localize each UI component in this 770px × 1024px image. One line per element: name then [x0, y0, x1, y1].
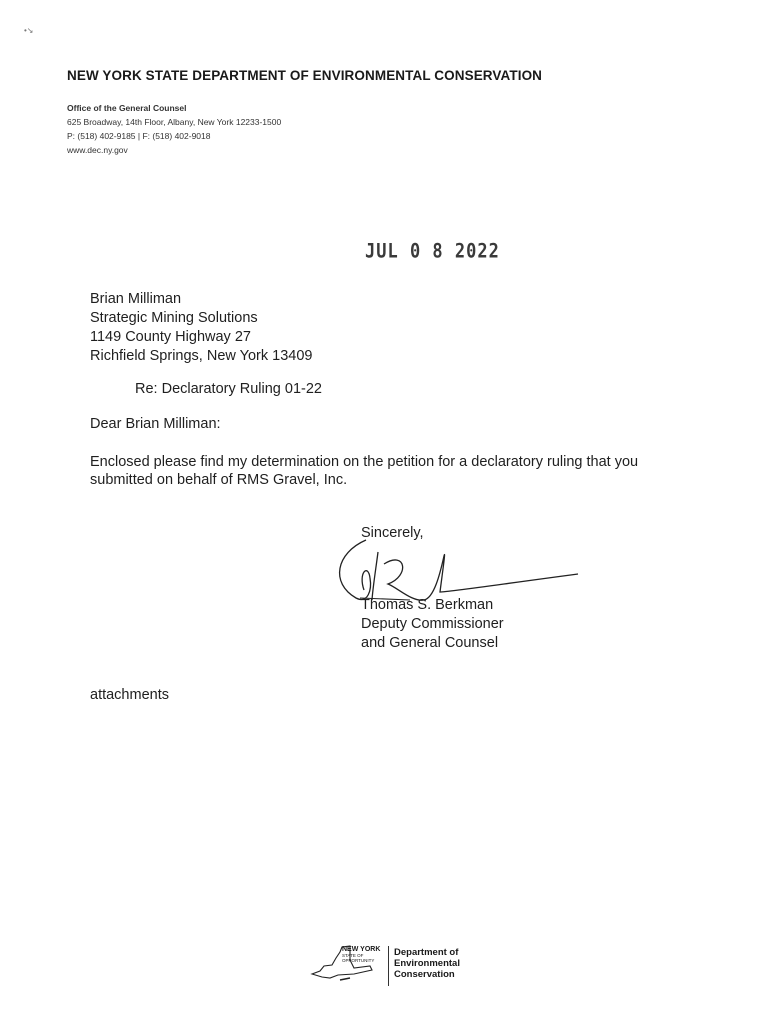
footer-dept-line-3: Conservation: [394, 969, 455, 980]
enclosure-note: attachments: [90, 687, 169, 703]
footer-dept-line-1: Department of: [394, 947, 459, 958]
ny-state-wordmark: [342, 946, 380, 963]
recipient-street: 1149 County Highway 27: [90, 329, 251, 345]
ny-state-subtitle-1: STATE OF: [342, 953, 364, 958]
salutation: Dear Brian Milliman:: [90, 416, 221, 432]
letter-body: Enclosed please find my determination on the petition for a declaratory ruling that you submitted on behalf of RMS Gravel, Inc.: [90, 454, 639, 488]
recipient-company: Strategic Mining Solutions: [90, 310, 258, 326]
office-name: Office of the General Counsel: [67, 103, 187, 113]
subject-line: Re: Declaratory Ruling 01-22: [135, 381, 322, 397]
footer-divider: [388, 946, 389, 986]
footer-dept-line-2: Environmental: [394, 958, 460, 969]
organization-heading: NEW YORK STATE DEPARTMENT OF ENVIRONMENTAL CONSERVATION: [67, 68, 543, 83]
date-stamp: JUL 0 8 2022: [365, 240, 500, 263]
ny-state-word: NEW YORK: [342, 946, 381, 953]
signer-name: Thomas S. Berkman: [361, 597, 494, 613]
recipient-city: Richfield Springs, New York 13409: [90, 348, 313, 364]
scan-mark: •↘: [24, 26, 34, 35]
footer-department-name: [394, 947, 460, 980]
closing: Sincerely,: [361, 525, 424, 541]
recipient-address: [90, 290, 312, 366]
ny-state-subtitle-2: OPPORTUNITY: [342, 958, 375, 963]
office-address: 625 Broadway, 14th Floor, Albany, New York 12233-1500: [67, 117, 282, 127]
signer-title-line-2: and General Counsel: [361, 635, 499, 651]
office-phone-fax: P: (518) 402-9185 | F: (518) 402-9018: [67, 131, 211, 141]
signer-block: [361, 596, 504, 653]
signer-title-line-1: Deputy Commissioner: [361, 616, 504, 632]
recipient-name: Brian Milliman: [90, 291, 182, 307]
office-website: www.dec.ny.gov: [67, 145, 128, 155]
office-contact-block: [67, 101, 281, 157]
